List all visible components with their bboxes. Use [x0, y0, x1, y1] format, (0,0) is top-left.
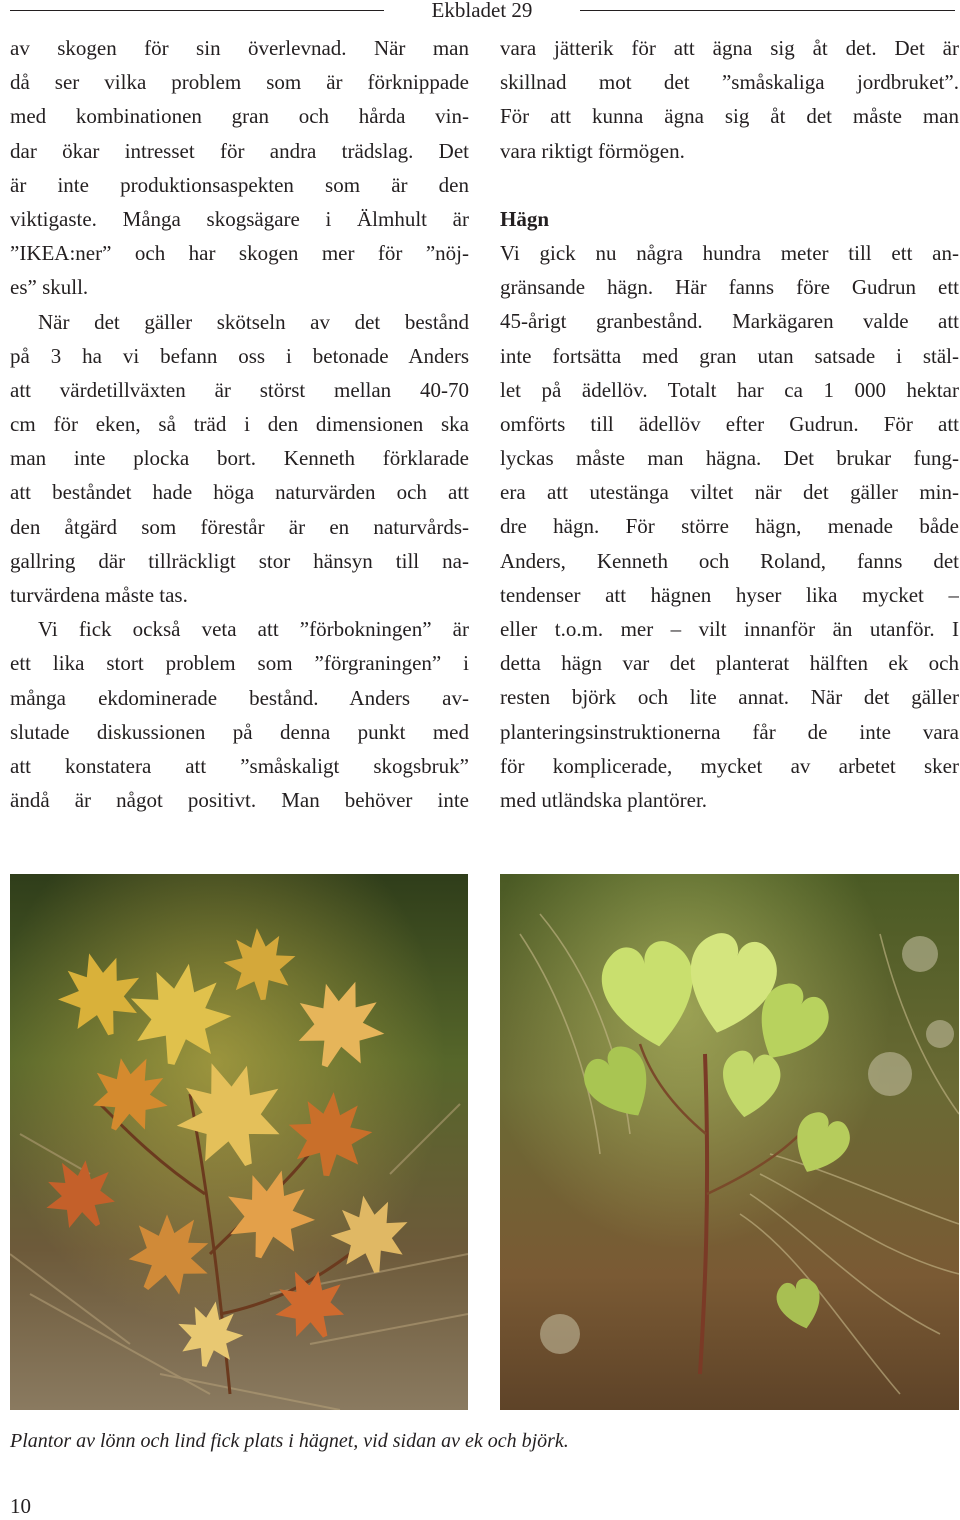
text-line: Vi gick nu några hundra meter till ett an- [500, 240, 959, 265]
text-line: dre hägn. För större hägn, menade både [500, 514, 959, 539]
text-line: ändå är något positivt. Man behöver inte [10, 788, 469, 813]
right-column [500, 31, 959, 817]
text-line: att konstatera att ”småskaligt skogsbruk” [10, 753, 469, 778]
text-line: När det gäller skötseln av det bestånd [38, 309, 469, 334]
text-line: med utländska plantörer. [500, 787, 708, 812]
photo-caption: Plantor av lönn och lind fick plats i hägnet, vid sidan av ek och björk. [10, 1430, 569, 1452]
text-line: många ekdominerade bestånd. Anders av- [10, 685, 469, 710]
text-line: av skogen för sin överlevnad. När man [10, 36, 469, 60]
text-line: inte fortsätta med gran utan satsade i stäl- [500, 343, 959, 368]
text-line: resten björk och lite annat. När det gäller [500, 685, 959, 710]
text-line: man inte plocka bort. Kenneth förklarade [10, 446, 469, 471]
text-line: es” skull. [10, 275, 89, 300]
text-line: den åtgärd som förestår är en naturvårds- [10, 514, 469, 539]
linden-sapling-photo [500, 874, 959, 1410]
text-line: på 3 ha vi befann oss i betonade Anders [10, 343, 469, 368]
header-rule-right [580, 10, 955, 11]
running-header [0, 0, 960, 24]
publication-title: Ekbladet 29 [431, 0, 533, 22]
left-column [10, 31, 469, 817]
text-line: gallring där tillräckligt stor hänsyn till na- [10, 548, 469, 573]
text-line: Anders, Kenneth och Roland, fanns det [500, 548, 959, 573]
text-line: vara jätterik för att ägna sig åt det. Det är [500, 36, 959, 60]
text-line: era att utestänga viltet när det gäller min- [500, 480, 959, 505]
text-line: cm för eken, så träd i den dimensionen ska [10, 412, 469, 437]
text-line: let på ädellöv. Totalt har ca 1 000 hektar [500, 377, 959, 402]
text-line: med kombinationen gran och hårda vin- [10, 104, 469, 129]
text-line: ”IKEA:ner” och har skogen mer för ”nöj- [10, 241, 469, 266]
page-number: 10 [10, 1494, 31, 1518]
section-heading: Hägn [500, 206, 550, 231]
text-line: eller t.o.m. mer – vilt innanför än utanför. I [500, 617, 959, 641]
text-line: lyckas måste man hägna. Det brukar fung- [500, 446, 959, 471]
text-line: då ser vilka problem som är förknippade [10, 70, 469, 95]
text-line: dar ökar intresset för andra trädslag. Det [10, 138, 469, 163]
text-line: turvärdena måste tas. [10, 583, 188, 607]
text-line: planteringsinstruktionerna får de inte vara [500, 719, 959, 744]
text-line: Vi fick också veta att ”förbokningen” är [38, 617, 469, 642]
text-line: slutade diskussionen på denna punkt med [10, 719, 469, 744]
text-line: för komplicerade, mycket av arbetet sker [500, 753, 959, 778]
text-line: skillnad mot det ”småskaliga jordbruket”. [500, 70, 959, 95]
header-rule-left [10, 10, 384, 11]
text-line: omförts till ädellöv efter Gudrun. För att [500, 411, 959, 436]
text-line: är inte produktionsaspekten som är den [10, 172, 469, 197]
paragraph-gap [500, 168, 959, 202]
text-line: För att kunna ägna sig åt det måste man [500, 104, 959, 129]
text-line: ett lika stort problem som ”förgraningen” i [10, 651, 469, 676]
text-line: tendenser att hägnen hyser lika mycket – [500, 582, 959, 607]
text-line: att värdetillväxten är störst mellan 40-70 [10, 377, 469, 402]
text-line: 45-årigt granbestånd. Markägaren valde att [500, 309, 959, 334]
text-line: vara riktigt förmögen. [500, 138, 685, 163]
text-line: viktigaste. Många skogsägare i Älmhult är [10, 206, 469, 231]
text-line: att beståndet hade höga naturvärden och att [10, 480, 469, 505]
text-line: detta hägn var det planterat hälften ek och [500, 651, 959, 676]
maple-sapling-photo [10, 874, 468, 1410]
text-line: gränsande hägn. Här fanns före Gudrun ett [500, 275, 959, 300]
